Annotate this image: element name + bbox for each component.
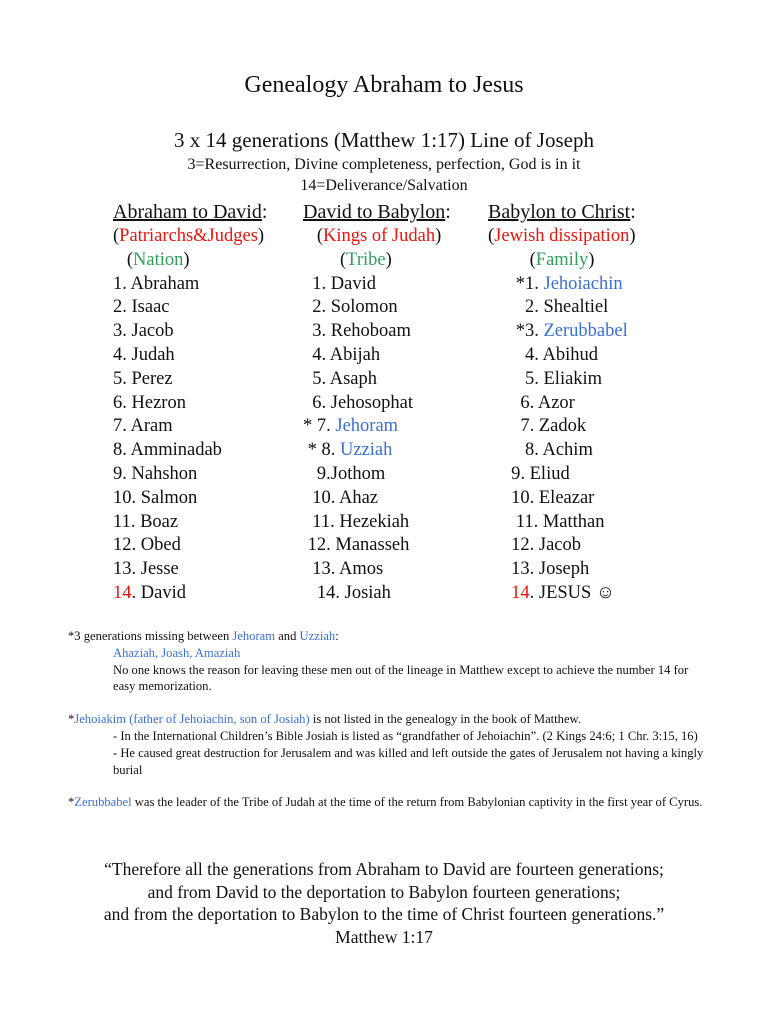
generation-item: 4. Abihud bbox=[488, 344, 636, 368]
generation-number: 3 bbox=[312, 321, 322, 342]
generation-item: 4. Abijah bbox=[303, 344, 451, 368]
generation-number: 11 bbox=[515, 511, 534, 532]
generation-item: 1. Abraham bbox=[113, 273, 200, 294]
quote-reference: Matthew 1:17 bbox=[335, 926, 433, 947]
generation-marker bbox=[488, 583, 511, 603]
generation-marker bbox=[303, 345, 312, 365]
column-group: (Family) bbox=[488, 249, 636, 273]
generation-item: 10. Eleazar bbox=[488, 487, 636, 511]
column-heading: Babylon to Christ: bbox=[488, 201, 636, 223]
generation-item: 5. Perez bbox=[113, 368, 173, 389]
generation-item: 14. Josiah bbox=[303, 582, 451, 606]
note-bullet: - He caused great destruction for Jerusalem and was killed and left outside the gates of Jerusalem not having a kingly burial bbox=[113, 745, 704, 777]
generation-number: 5 bbox=[113, 368, 123, 389]
generation-item: 13. Amos bbox=[303, 558, 451, 582]
generation-name: Zerubbabel bbox=[543, 321, 628, 342]
generation-number: 6 bbox=[113, 392, 123, 413]
generation-item: 11. Hezekiah bbox=[303, 511, 451, 535]
generation-item: 6. Hezron bbox=[113, 392, 186, 413]
generation-item: 12. Jacob bbox=[488, 534, 636, 558]
generation-number: 2 bbox=[525, 297, 535, 318]
generation-number: 5 bbox=[312, 368, 322, 389]
generation-item: 11. Matthan bbox=[488, 511, 636, 535]
meaning-fourteen: 14=Deliverance/Salvation bbox=[300, 177, 468, 194]
generation-name: Shealtiel bbox=[543, 297, 609, 318]
generation-name: Joseph bbox=[538, 559, 590, 580]
generation-name: Salmon bbox=[140, 487, 198, 508]
note-line bbox=[68, 711, 708, 728]
group-label: Family bbox=[535, 249, 589, 270]
generation-name: Abijah bbox=[329, 344, 381, 365]
column-heading: Abraham to David: bbox=[113, 201, 268, 223]
footnotes bbox=[68, 628, 708, 827]
generation-number: 11 bbox=[113, 511, 131, 532]
generation-name: Matthan bbox=[542, 511, 605, 532]
note-name-jehoiakim: Jehoiakim (father of Jehoiachin, son of Josiah) bbox=[74, 712, 310, 727]
column-babylon-to-christ bbox=[488, 199, 636, 606]
generation-name: Azor bbox=[537, 392, 575, 413]
generation-item: 2. Shealtiel bbox=[488, 296, 636, 320]
note-text: and bbox=[275, 629, 300, 643]
meaning-three: 3=Resurrection, Divine completeness, perfection, God is in it bbox=[187, 156, 581, 173]
generation-number: 14 bbox=[511, 582, 530, 603]
generation-marker: * bbox=[303, 440, 322, 461]
generation-name: Nahshon bbox=[131, 463, 198, 484]
generation-list bbox=[303, 273, 451, 606]
note-name-zerubbabel: Zerubbabel bbox=[74, 795, 132, 810]
generation-item: 13. Joseph bbox=[488, 558, 636, 582]
column-david-to-babylon bbox=[303, 199, 451, 606]
generation-name: Hezron bbox=[131, 392, 186, 413]
group-label: Tribe bbox=[346, 249, 386, 270]
generation-marker bbox=[488, 369, 525, 389]
column-heading: David to Babylon: bbox=[303, 201, 451, 223]
generation-item: 3. Rehoboam bbox=[303, 320, 451, 344]
generation-item: 10. Ahaz bbox=[303, 487, 451, 511]
note-text: is not listed in the genealogy in the book of Matthew. bbox=[309, 712, 581, 727]
quote-line: and from the deportation to Babylon to the time of Christ fourteen generations.” bbox=[103, 904, 665, 924]
generation-number: 9 bbox=[316, 463, 327, 484]
generation-name: Jehoram bbox=[335, 416, 399, 437]
note-text: : bbox=[335, 629, 339, 643]
generation-name: Aram bbox=[130, 416, 173, 437]
group-label: Nation bbox=[133, 249, 184, 270]
generation-number: 1 bbox=[525, 273, 535, 294]
generation-number: 1 bbox=[312, 273, 322, 294]
generation-marker bbox=[488, 345, 525, 365]
note-missing-generations bbox=[68, 628, 708, 695]
generation-number: 14 bbox=[113, 582, 132, 603]
generation-marker bbox=[303, 321, 312, 341]
scripture-quote bbox=[0, 858, 768, 948]
generation-item: * 7. Jehoram bbox=[303, 416, 399, 437]
generation-name: Perez bbox=[131, 368, 173, 389]
generation-number: 4 bbox=[113, 344, 123, 365]
generation-name: Eliud bbox=[529, 463, 570, 484]
generation-item: 7. Aram bbox=[113, 416, 173, 437]
generation-list bbox=[113, 273, 267, 606]
generation-item: 1. David bbox=[303, 273, 451, 297]
generation-marker bbox=[488, 488, 511, 508]
column-category: (Patriarchs&Judges) bbox=[113, 226, 265, 246]
generation-marker: * bbox=[303, 416, 317, 437]
generation-number: 3 bbox=[113, 321, 123, 342]
generation-name: Jacob bbox=[538, 535, 581, 556]
generation-number: 13 bbox=[511, 559, 530, 580]
generation-number: 12 bbox=[113, 535, 132, 556]
generation-number: 14 bbox=[316, 582, 336, 603]
note-name-jehoram: Jehoram bbox=[232, 629, 276, 643]
column-heading-text: Abraham to David bbox=[113, 201, 262, 223]
column-heading-text: David to Babylon bbox=[303, 201, 446, 223]
generation-number: 9 bbox=[511, 463, 521, 484]
group-indent bbox=[303, 250, 322, 270]
column-abraham-to-david bbox=[113, 199, 267, 606]
generation-name: Eliakim bbox=[543, 368, 603, 389]
generation-item: 12. Manasseh bbox=[303, 534, 451, 558]
note-star: * bbox=[68, 795, 75, 810]
generation-number: 8 bbox=[321, 440, 331, 461]
generation-item: 2. Solomon bbox=[303, 296, 451, 320]
page-subtitle: 3 x 14 generations (Matthew 1:17) Line of Joseph bbox=[174, 128, 594, 152]
generation-marker bbox=[303, 559, 312, 579]
note-text: *3 generations missing between bbox=[68, 629, 233, 643]
generation-name: Achim bbox=[542, 440, 593, 461]
column-category: (Jewish dissipation) bbox=[488, 226, 636, 246]
generation-marker bbox=[303, 274, 312, 294]
generation-number: 2 bbox=[312, 297, 322, 318]
generation-list bbox=[488, 273, 636, 606]
generation-marker bbox=[303, 369, 312, 389]
group-indent bbox=[113, 250, 127, 270]
generation-number: 4 bbox=[312, 344, 322, 365]
note-jehoiakim bbox=[68, 711, 708, 778]
generation-marker bbox=[488, 559, 511, 579]
generation-marker: * bbox=[488, 273, 525, 294]
generation-item: 3. Jacob bbox=[113, 321, 174, 342]
generation-name: Zadok bbox=[538, 416, 587, 437]
note-text: was the leader of the Tribe of Judah at the time of the return from Babylonian captivity in the first year of Cyrus. bbox=[131, 795, 703, 810]
column-group: (Nation) bbox=[113, 249, 267, 273]
generation-marker bbox=[488, 393, 520, 413]
note-line bbox=[68, 794, 708, 811]
category-label: Patriarchs&Judges bbox=[119, 226, 258, 246]
generation-number: 5 bbox=[525, 368, 535, 389]
generation-marker bbox=[488, 464, 511, 484]
generation-item: 8. Amminadab bbox=[113, 440, 222, 461]
category-label: Kings of Judah bbox=[323, 226, 436, 246]
generation-number: 3 bbox=[525, 321, 535, 342]
generation-marker bbox=[303, 488, 312, 508]
page-title: Genealogy Abraham to Jesus bbox=[244, 72, 524, 98]
generation-item: 11. Boaz bbox=[113, 511, 179, 532]
generation-item: *1. Jehoiachin bbox=[488, 273, 623, 294]
generation-name: Eleazar bbox=[538, 487, 595, 508]
generation-number: 7 bbox=[520, 416, 530, 437]
generation-name: David bbox=[140, 582, 186, 603]
generation-name: Ahaz bbox=[338, 487, 379, 508]
generation-number: 12 bbox=[307, 535, 327, 556]
note-zerubbabel bbox=[68, 794, 708, 811]
generation-name: Amos bbox=[338, 559, 384, 580]
generation-name: Uzziah bbox=[340, 440, 393, 461]
generation-name: Abraham bbox=[130, 273, 200, 294]
generation-item: 5. Asaph bbox=[303, 368, 451, 392]
generation-item: 9. Eliud bbox=[488, 463, 636, 487]
generation-item: *3. Zerubbabel bbox=[488, 321, 628, 342]
quote-line: “Therefore all the generations from Abraham to David are fourteen generations; bbox=[104, 859, 664, 879]
column-category: (Kings of Judah) bbox=[303, 226, 442, 246]
generation-name: David bbox=[330, 273, 376, 294]
generation-item: 13. Jesse bbox=[113, 559, 179, 580]
generation-number: 8 bbox=[525, 440, 535, 461]
generation-name: Rehoboam bbox=[330, 321, 411, 342]
generation-number: 13 bbox=[113, 559, 132, 580]
generation-name: Solomon bbox=[330, 297, 398, 318]
generation-number: 7 bbox=[316, 416, 327, 437]
quote-line: and from David to the deportation to Babylon fourteen generations; bbox=[147, 881, 621, 902]
generation-number: 6 bbox=[312, 392, 322, 413]
note-star: * bbox=[68, 712, 75, 727]
generation-number: 8 bbox=[113, 440, 123, 461]
generation-number: 2 bbox=[113, 297, 123, 318]
generation-name: Jehoiachin bbox=[543, 273, 623, 294]
generation-marker bbox=[303, 583, 317, 603]
generation-name: Jothom bbox=[330, 463, 386, 484]
generation-name: Manasseh bbox=[335, 535, 410, 556]
note-line bbox=[68, 628, 708, 645]
generation-item: 2. Isaac bbox=[113, 297, 170, 318]
generation-marker bbox=[488, 440, 525, 460]
generation-number: 7 bbox=[113, 416, 123, 437]
generation-number: 9 bbox=[113, 463, 123, 484]
generation-number: 11 bbox=[312, 511, 331, 532]
generation-number: 6 bbox=[520, 392, 530, 413]
generation-item: 9. Nahshon bbox=[113, 463, 198, 484]
generation-marker bbox=[488, 535, 511, 555]
generation-item: 10. Salmon bbox=[113, 487, 198, 508]
generation-marker bbox=[488, 416, 520, 436]
generation-item: 14. David bbox=[113, 582, 186, 603]
generation-number: 10 bbox=[511, 487, 530, 508]
generation-marker: * bbox=[488, 321, 525, 342]
generation-item: 8. Achim bbox=[488, 439, 636, 463]
generation-name: JESUS ☺ bbox=[538, 582, 615, 603]
generation-number: 10 bbox=[312, 487, 331, 508]
category-label: Jewish dissipation bbox=[494, 226, 630, 246]
generation-name: Obed bbox=[140, 535, 181, 556]
generation-item: 6. Jehosophat bbox=[303, 392, 451, 416]
generation-item: * 8. Uzziah bbox=[303, 440, 393, 461]
note-bullet: - In the International Children’s Bible Josiah is listed as “grandfather of Jehoiachin”. (2 Kings 24:6; 1 Chr. 3:15, 16) bbox=[113, 728, 698, 743]
generation-item: 6. Azor bbox=[488, 392, 636, 416]
note-explanation: No one knows the reason for leaving these men out of the lineage in Matthew except to achieve the number 14 for easy memorization. bbox=[113, 662, 689, 694]
generation-number: 1 bbox=[113, 273, 123, 294]
generation-name: Jacob bbox=[131, 321, 174, 342]
generation-marker bbox=[303, 297, 312, 317]
generation-number: 4 bbox=[525, 344, 535, 365]
generation-number: 12 bbox=[511, 535, 530, 556]
generation-name: Josiah bbox=[344, 582, 391, 603]
generation-marker bbox=[303, 393, 312, 413]
generation-name: Hezekiah bbox=[339, 511, 410, 532]
generation-name: Amminadab bbox=[130, 440, 222, 461]
generation-name: Jehosophat bbox=[330, 392, 413, 413]
generation-item: 5. Eliakim bbox=[488, 368, 636, 392]
generation-name: Asaph bbox=[329, 368, 378, 389]
generation-name: Abihud bbox=[542, 344, 598, 365]
generation-item: 4. Judah bbox=[113, 344, 175, 365]
generation-item: 12. Obed bbox=[113, 535, 181, 556]
generation-name: Isaac bbox=[131, 297, 170, 318]
generation-number: 10 bbox=[113, 487, 132, 508]
group-indent bbox=[488, 250, 516, 270]
generation-marker bbox=[488, 297, 525, 317]
generation-name: Judah bbox=[131, 344, 175, 365]
column-heading-text: Babylon to Christ bbox=[488, 201, 631, 223]
generation-name: Boaz bbox=[140, 511, 179, 532]
generation-marker bbox=[303, 512, 312, 532]
column-group: (Tribe) bbox=[303, 249, 451, 273]
generation-item: 9.Jothom bbox=[303, 463, 451, 487]
generation-marker bbox=[488, 512, 516, 532]
missing-kings: Ahaziah, Joash, Amaziah bbox=[113, 645, 241, 660]
generation-item: 7. Zadok bbox=[488, 415, 636, 439]
generation-number: 13 bbox=[312, 559, 331, 580]
generation-marker bbox=[303, 464, 317, 484]
note-name-uzziah: Uzziah bbox=[299, 629, 336, 643]
generation-item: 14. JESUS ☺ bbox=[488, 582, 636, 606]
generation-name: Jesse bbox=[140, 559, 179, 580]
